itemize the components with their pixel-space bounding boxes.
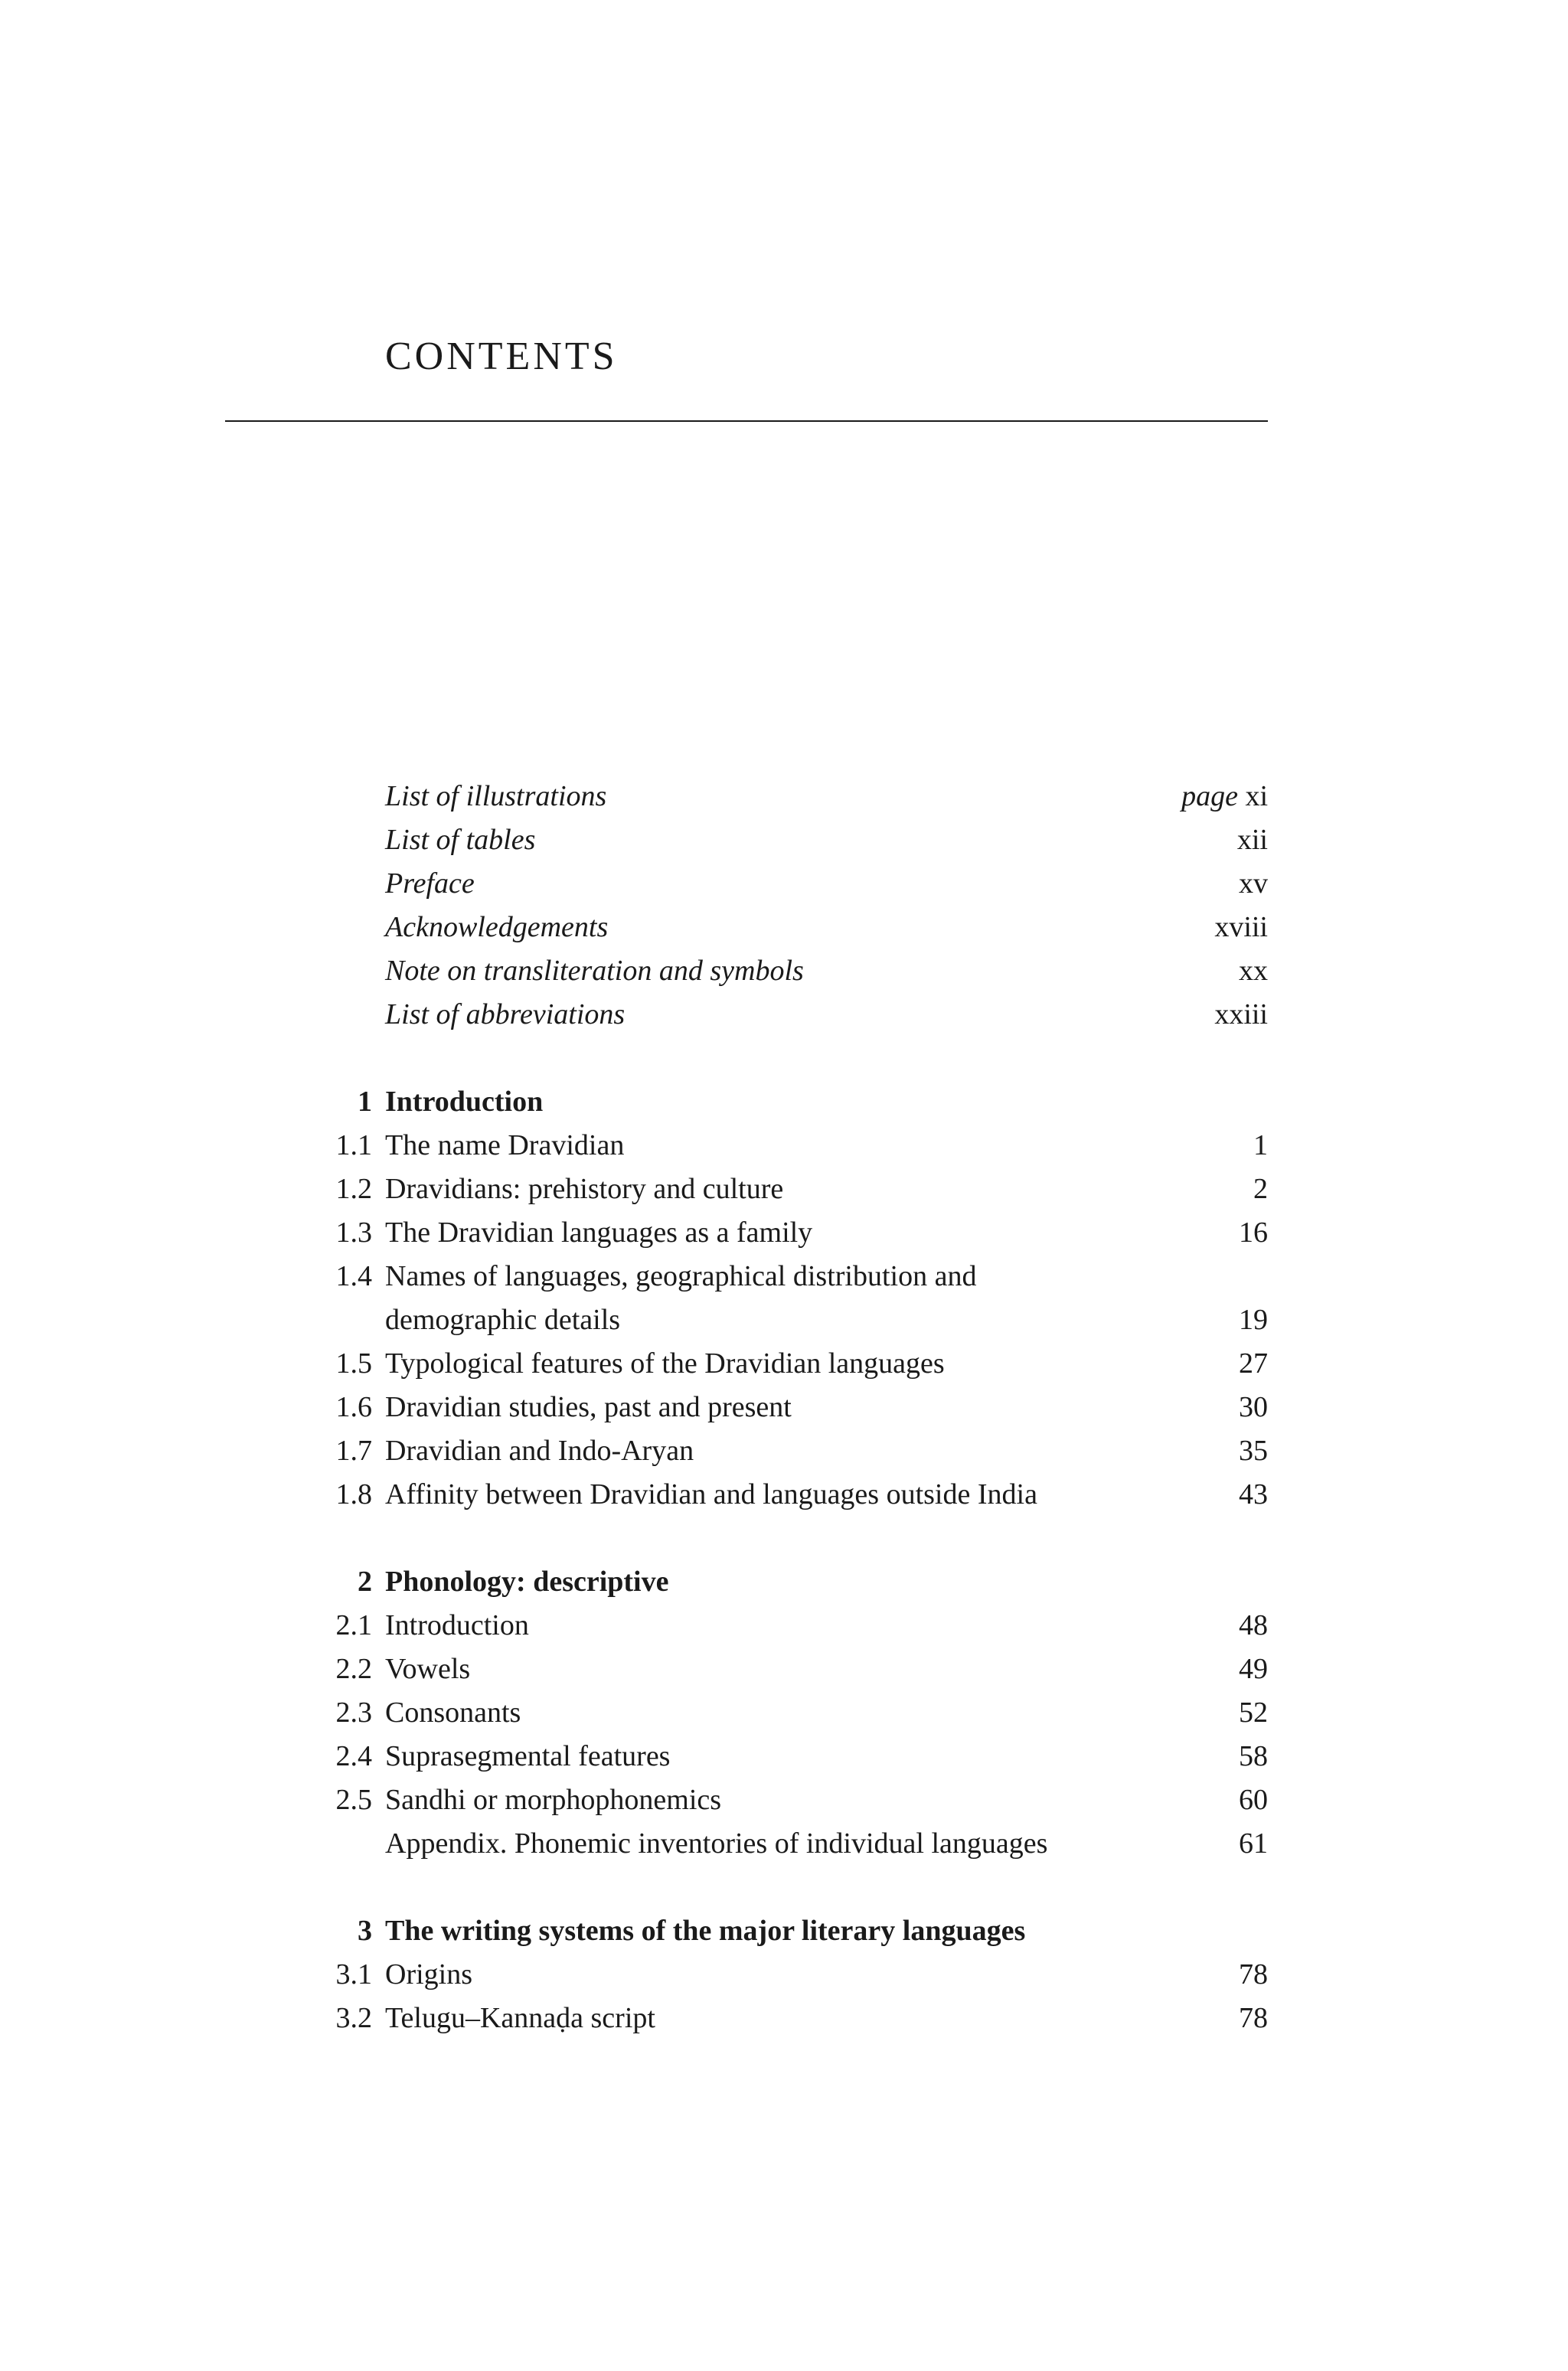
section-number: 1.2	[335, 1173, 372, 1205]
section-number: 2.1	[335, 1609, 372, 1641]
section-number: 1.1	[335, 1129, 372, 1161]
section-title: The Dravidian languages as a family	[385, 1217, 813, 1249]
toc-section	[0, 1822, 1568, 1866]
section-title: The name Dravidian	[385, 1129, 625, 1161]
section-page: 58	[1239, 1740, 1268, 1772]
entry-page: xx	[1239, 955, 1268, 987]
section-number: 1.3	[335, 1217, 372, 1249]
page-prefix: page	[1181, 780, 1238, 812]
section-page: 35	[1239, 1435, 1268, 1467]
section-page: 61	[1239, 1827, 1268, 1860]
toc-entry	[0, 949, 1568, 993]
section-page: 27	[1239, 1347, 1268, 1380]
entry-title: List of abbreviations	[385, 998, 626, 1030]
section-title: Consonants	[385, 1697, 521, 1729]
section-page: 16	[1239, 1217, 1268, 1249]
chapter-title: Introduction	[385, 1086, 544, 1118]
toc-section	[0, 1604, 1568, 1648]
toc-section	[0, 1429, 1568, 1473]
section-page: 30	[1239, 1391, 1268, 1423]
section-number: 1.6	[335, 1391, 372, 1423]
section-number: 3.1	[335, 1958, 372, 1991]
section-title: Typological features of the Dravidian languages	[385, 1347, 945, 1380]
chapter-title: Phonology: descriptive	[385, 1566, 669, 1598]
chapter-heading	[0, 1909, 1568, 1953]
section-title: Telugu–Kannaḍa script	[385, 2002, 655, 2034]
toc-section	[0, 1342, 1568, 1386]
section-number: 2.4	[335, 1740, 372, 1772]
toc-section	[0, 1124, 1568, 1168]
section-title: Sandhi or morphophonemics	[385, 1784, 722, 1816]
chapter-number: 2	[358, 1566, 372, 1598]
toc-section	[0, 1691, 1568, 1735]
entry-page: xviii	[1214, 911, 1268, 943]
section-number: 3.2	[335, 2002, 372, 2034]
section-page: 52	[1239, 1697, 1268, 1729]
section-title: Names of languages, geographical distribution and	[385, 1260, 977, 1292]
toc-section	[0, 1473, 1568, 1517]
toc-section	[0, 1735, 1568, 1778]
toc-section	[0, 1211, 1568, 1255]
section-page: 78	[1239, 1958, 1268, 1991]
section-number: 1.8	[335, 1478, 372, 1510]
chapter-number: 3	[358, 1915, 372, 1947]
section-title: Introduction	[385, 1609, 529, 1641]
toc-entry	[0, 775, 1568, 818]
toc-section	[0, 1997, 1568, 2040]
section-number: 1.7	[335, 1435, 372, 1467]
section-number: 2.2	[335, 1653, 372, 1685]
section-title: Dravidian and Indo-Aryan	[385, 1435, 694, 1467]
toc-section	[0, 1386, 1568, 1429]
toc-section	[0, 1255, 1568, 1298]
chapter-heading	[0, 1560, 1568, 1604]
section-number: 1.4	[335, 1260, 372, 1292]
chapter-heading	[0, 1080, 1568, 1124]
entry-title: List of tables	[385, 824, 536, 856]
section-title: Dravidian studies, past and present	[385, 1391, 792, 1423]
entry-title: Acknowledgements	[385, 911, 609, 943]
toc-section	[0, 1168, 1568, 1211]
entry-page: xxiii	[1214, 998, 1268, 1030]
title-rule	[225, 420, 1268, 422]
section-page: 43	[1239, 1478, 1268, 1510]
section-page: 2	[1253, 1173, 1268, 1205]
toc-section-continuation	[0, 1298, 1568, 1342]
section-title: Vowels	[385, 1653, 471, 1685]
entry-title: Note on transliteration and symbols	[385, 955, 804, 987]
section-page: 1	[1253, 1129, 1268, 1161]
section-number: 2.5	[335, 1784, 372, 1816]
section-page: 49	[1239, 1653, 1268, 1685]
entry-title: Preface	[385, 867, 475, 900]
toc-section	[0, 1778, 1568, 1822]
toc-entry	[0, 993, 1568, 1037]
toc-entry	[0, 906, 1568, 949]
toc-entry	[0, 818, 1568, 862]
section-number: 1.5	[335, 1347, 372, 1380]
toc-section	[0, 1953, 1568, 1997]
section-title-continuation: demographic details	[385, 1304, 621, 1336]
section-title: Dravidians: prehistory and culture	[385, 1173, 784, 1205]
page-title: CONTENTS	[385, 335, 618, 378]
section-page: 60	[1239, 1784, 1268, 1816]
entry-page	[1181, 775, 1268, 818]
section-page: 78	[1239, 2002, 1268, 2034]
chapter-number: 1	[358, 1086, 372, 1118]
section-page: 19	[1239, 1304, 1268, 1336]
section-title: Origins	[385, 1958, 472, 1991]
entry-page: xii	[1236, 824, 1268, 856]
entry-page: xv	[1239, 867, 1268, 900]
entry-title: List of illustrations	[385, 780, 607, 812]
section-page: 48	[1239, 1609, 1268, 1641]
toc-entry	[0, 862, 1568, 906]
section-number: 2.3	[335, 1697, 372, 1729]
section-title: Appendix. Phonemic inventories of individual languages	[385, 1827, 1048, 1860]
chapter-title: The writing systems of the major literary languages	[385, 1915, 1026, 1947]
page-number: xi	[1245, 780, 1268, 812]
section-title: Suprasegmental features	[385, 1740, 671, 1772]
section-title: Affinity between Dravidian and languages outside India	[385, 1478, 1037, 1510]
toc-section	[0, 1648, 1568, 1691]
